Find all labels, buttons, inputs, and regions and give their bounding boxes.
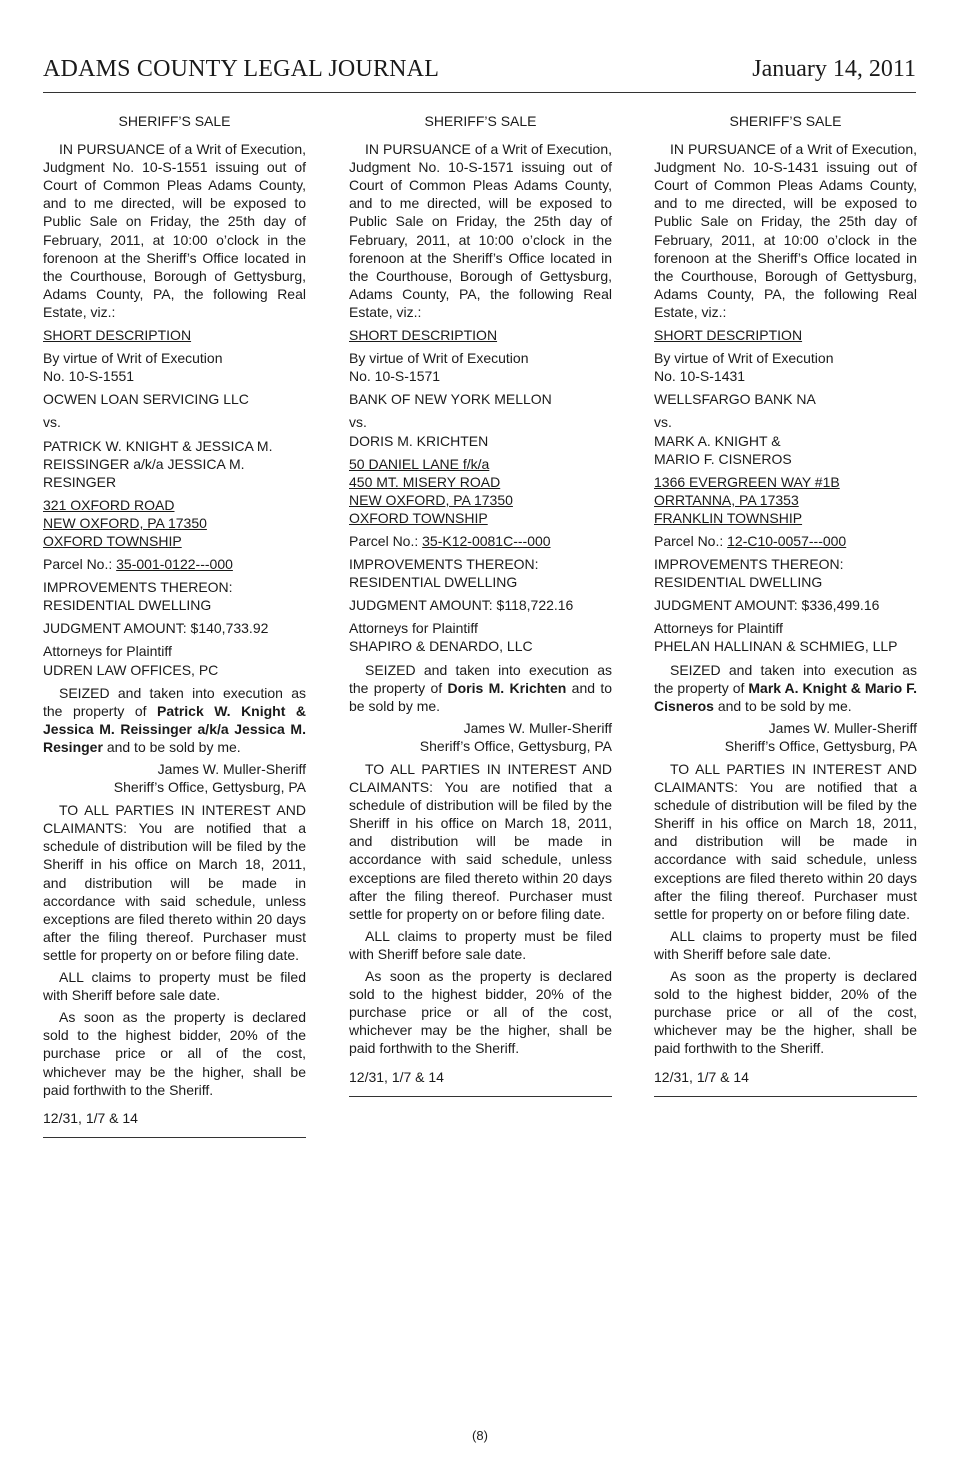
by-virtue-text: By virtue of Writ of Execution (654, 350, 834, 367)
parcel-line (654, 532, 917, 550)
defendant-block (349, 413, 612, 449)
address-line: ORRTANNA, PA 17353 (654, 491, 799, 508)
attorney-firm: SHAPIRO & DENARDO, LLC (349, 638, 533, 655)
vs-text: vs. (349, 414, 367, 431)
parcel-number: 12-C10-0057---000 (727, 532, 847, 549)
parcel-number: 35-K12-0081C---000 (422, 532, 551, 549)
sheriff-office: Sheriff’s Office, Gettysburg, PA (724, 737, 917, 754)
defendant-name: PATRICK W. KNIGHT & JESSICA M. REISSINGER a/k/a JESSICA M. RESINGER (43, 437, 273, 490)
distribution-notice: TO ALL PARTIES IN INTEREST AND CLAIMANTS: You are notified that a schedule of distribution will be filed by the Sheriff in his office on March 18, 2011, and distribution will be made in accordance with said schedule, unless exceptions are filed thereto within 20 days after the filing thereof. Purchaser must settle for property on or before filing date. (349, 761, 612, 922)
judgment-label: JUDGMENT AMOUNT: (43, 620, 187, 637)
judgment-amount: $336,499.16 (801, 597, 880, 614)
improvements-block (43, 578, 306, 614)
judgment-line (349, 596, 612, 614)
judgment-line (654, 596, 917, 614)
sheriff-name: James W. Muller-Sheriff (463, 719, 612, 736)
case-number: No. 10-S-1571 (349, 368, 441, 385)
dwelling-type: RESIDENTIAL DWELLING (654, 574, 823, 591)
defendant-block (654, 413, 917, 467)
payment-notice: As soon as the property is declared sold to the highest bidder, 20% of the purchase price or all of the cost, whichever may be the higher, shall be paid forthwith to the Sheriff. (43, 1009, 306, 1098)
attorney-block (43, 642, 306, 678)
improvements-label: IMPROVEMENTS THEREON: (43, 579, 233, 596)
writ-block (349, 349, 612, 385)
sheriff-name: James W. Muller-Sheriff (157, 761, 306, 777)
address-line: NEW OXFORD, PA 17350 (349, 491, 513, 508)
sheriff-office: Sheriff’s Office, Gettysburg, PA (113, 779, 306, 796)
parcel-label: Parcel No.: (43, 556, 113, 573)
seized-paragraph: SEIZED and taken into execution as the property of Doris M. Krichten and to be sold by me. (349, 661, 613, 714)
address-line: OXFORD TOWNSHIP (349, 509, 488, 526)
sale-notice-2 (349, 112, 612, 1097)
improvements-label: IMPROVEMENTS THEREON: (349, 556, 539, 573)
address-line: NEW OXFORD, PA 17350 (43, 514, 207, 531)
judgment-label: JUDGMENT AMOUNT: (349, 597, 493, 614)
sheriff-name: James W. Muller-Sheriff (768, 719, 917, 736)
sale-notice-3 (654, 112, 917, 1097)
property-address (43, 496, 306, 550)
sale-title: SHERIFF’S SALE (118, 113, 231, 129)
page-header (43, 52, 916, 93)
attorneys-label: Attorneys for Plaintiff (349, 620, 478, 637)
improvements-block (654, 555, 917, 591)
distribution-notice: TO ALL PARTIES IN INTEREST AND CLAIMANTS: You are notified that a schedule of distribution will be filed by the Sheriff in his office on March 18, 2011, and distribution will be made in accordance with said schedule, unless exceptions are filed thereto within 20 days after the filing thereof. Purchaser must settle for property on or before filing date. (43, 802, 306, 963)
sale-intro: IN PURSUANCE of a Writ of Execution, Judgment No. 10-S-1571 issuing out of Court of Common Pleas Adams County, and to me directed, will be exposed to Public Sale on Friday, the 25th day of February, 2011, at 10:00 o’clock in the forenoon at the Sheriff’s Office located in the Courthouse, Borough of Gettysburg, Adams County, PA, the following Real Estate, viz.: (349, 141, 612, 320)
property-owners: Patrick W. Knight & Jessica M. Reissinger a/k/a Jessica M. Resinger (43, 702, 307, 755)
judgment-amount: $118,722.16 (496, 597, 574, 614)
short-description-heading: SHORT DESCRIPTION (654, 327, 803, 344)
property-owners: Mark A. Knight & Mario F. Cisneros (654, 679, 917, 714)
writ-block (43, 349, 306, 385)
address-line: 321 OXFORD ROAD (43, 496, 175, 513)
property-owners: Doris M. Krichten (447, 679, 567, 696)
judgment-line (43, 619, 306, 637)
publication-dates: 12/31, 1/7 & 14 (654, 1068, 749, 1085)
payment-notice: As soon as the property is declared sold to the highest bidder, 20% of the purchase price or all of the cost, whichever may be the higher, shall be paid forthwith to the Sheriff. (654, 968, 917, 1057)
column-end-rule (43, 1137, 306, 1138)
signature-block (654, 719, 917, 755)
case-number: No. 10-S-1431 (654, 368, 746, 385)
address-line: 50 DANIEL LANE f/k/a (349, 455, 490, 472)
column-end-rule (654, 1096, 917, 1097)
judgment-amount: $140,733.92 (190, 620, 269, 637)
publication-dates: 12/31, 1/7 & 14 (349, 1068, 444, 1085)
case-number: No. 10-S-1551 (43, 368, 135, 385)
seized-paragraph: SEIZED and taken into execution as the property of Mark A. Knight & Mario F. Cisneros and to be sold by me. (654, 661, 917, 714)
attorneys-label: Attorneys for Plaintiff (43, 643, 172, 660)
improvements-block (349, 555, 612, 591)
plaintiff-name: BANK OF NEW YORK MELLON (349, 391, 552, 408)
seized-paragraph: SEIZED and taken into execution as the property of Patrick W. Knight & Jessica M. Reissinger a/k/a Jessica M. Resinger and to be sold by me. (43, 684, 307, 755)
plaintiff-name: WELLSFARGO BANK NA (654, 391, 816, 408)
distribution-notice: TO ALL PARTIES IN INTEREST AND CLAIMANTS: You are notified that a schedule of distribution will be filed by the Sheriff in his office on March 18, 2011, and distribution will be made in accordance with said schedule, unless exceptions are filed thereto within 20 days after the filing thereof. Purchaser must settle for property on or before filing date. (654, 761, 917, 922)
signature-block (349, 719, 612, 755)
claims-notice: ALL claims to property must be filed with Sheriff before sale date. (349, 927, 612, 962)
by-virtue-text: By virtue of Writ of Execution (349, 350, 529, 367)
sheriff-office: Sheriff’s Office, Gettysburg, PA (419, 737, 612, 754)
claims-notice: ALL claims to property must be filed with Sheriff before sale date. (654, 927, 917, 962)
page-number: (8) (472, 1428, 488, 1443)
sale-intro: IN PURSUANCE of a Writ of Execution, Judgment No. 10-S-1551 issuing out of Court of Common Pleas Adams County, and to me directed, will be exposed to Public Sale on Friday, the 25th day of February, 2011, at 10:00 o’clock in the forenoon at the Sheriff’s Office located in the Courthouse, Borough of Gettysburg, Adams County, PA, the following Real Estate, viz.: (43, 141, 306, 320)
address-line: 450 MT. MISERY ROAD (349, 473, 501, 490)
attorney-block (654, 619, 917, 655)
parcel-label: Parcel No.: (349, 532, 419, 549)
address-line: FRANKLIN TOWNSHIP (654, 509, 803, 526)
signature-block (43, 760, 306, 796)
improvements-label: IMPROVEMENTS THEREON: (654, 556, 844, 573)
attorneys-label: Attorneys for Plaintiff (654, 620, 783, 637)
attorney-firm: UDREN LAW OFFICES, PC (43, 661, 219, 678)
dwelling-type: RESIDENTIAL DWELLING (43, 597, 212, 614)
parcel-label: Parcel No.: (654, 532, 724, 549)
property-address (349, 455, 612, 527)
sale-title: SHERIFF’S SALE (729, 113, 842, 129)
sale-intro: IN PURSUANCE of a Writ of Execution, Judgment No. 10-S-1431 issuing out of Court of Common Pleas Adams County, and to me directed, will be exposed to Public Sale on Friday, the 25th day of February, 2011, at 10:00 o’clock in the forenoon at the Sheriff’s Office located in the Courthouse, Borough of Gettysburg, Adams County, PA, the following Real Estate, viz.: (654, 141, 917, 320)
defendant-name: MARIO F. CISNEROS (654, 450, 792, 467)
by-virtue-text: By virtue of Writ of Execution (43, 350, 223, 367)
vs-text: vs. (43, 414, 61, 431)
sale-title: SHERIFF’S SALE (424, 113, 537, 129)
publication-dates: 12/31, 1/7 & 14 (43, 1109, 138, 1126)
attorney-firm: PHELAN HALLINAN & SCHMIEG, LLP (654, 638, 898, 655)
property-address (654, 473, 917, 527)
writ-block (654, 349, 917, 385)
short-description-heading: SHORT DESCRIPTION (43, 327, 192, 344)
attorney-block (349, 619, 612, 655)
defendant-name: MARK A. KNIGHT & (654, 432, 781, 449)
vs-text: vs. (654, 414, 672, 431)
claims-notice: ALL claims to property must be filed with Sheriff before sale date. (43, 969, 306, 1004)
parcel-line (349, 532, 612, 550)
issue-date: January 14, 2011 (752, 56, 916, 82)
plaintiff-name: OCWEN LOAN SERVICING LLC (43, 391, 249, 408)
journal-title: ADAMS COUNTY LEGAL JOURNAL (43, 56, 440, 82)
payment-notice: As soon as the property is declared sold to the highest bidder, 20% of the purchase price or all of the cost, whichever may be the higher, shall be paid forthwith to the Sheriff. (349, 968, 612, 1057)
sale-notice-1 (43, 112, 306, 1138)
column-end-rule (349, 1096, 612, 1097)
dwelling-type: RESIDENTIAL DWELLING (349, 574, 518, 591)
address-line: OXFORD TOWNSHIP (43, 532, 182, 549)
defendant-name: DORIS M. KRICHTEN (349, 432, 489, 449)
address-line: 1366 EVERGREEN WAY #1B (654, 473, 840, 490)
parcel-number: 35-001-0122---000 (116, 556, 233, 573)
short-description-heading: SHORT DESCRIPTION (349, 327, 498, 344)
parcel-line (43, 555, 306, 573)
judgment-label: JUDGMENT AMOUNT: (654, 597, 798, 614)
